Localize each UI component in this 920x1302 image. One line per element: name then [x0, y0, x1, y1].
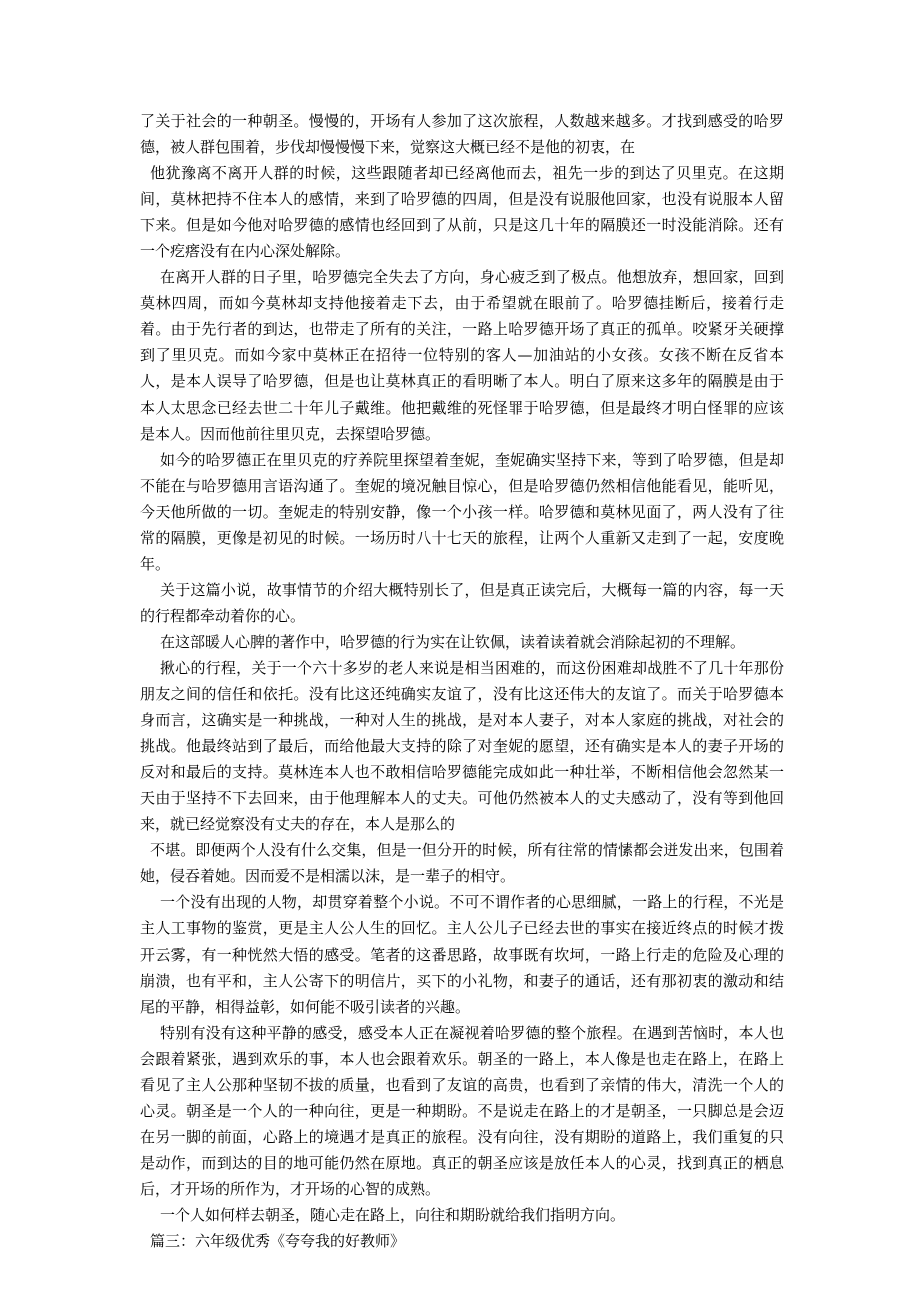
paragraph-6: 在这部暖人心脾的著作中，哈罗德的行为实在让钦佩，读着读着就会消除起初的不理解。 [160, 632, 746, 651]
paragraph-3: 在离开人群的日子里，哈罗德完全失去了方向，身心疲乏到了极点。他想放弃，想回家，回到莫林四周，而如今莫林却支持他接着走下去，由于希望就在眼前了。哈罗德挂断后，接着行走着。由于先行者的到达，也带走了所有的关注，一路上哈罗德开场了真正的孤单。咬紧牙关硬撑到了里贝克。而如今家中莫林正在招待一位特别的客人—加油站的小女孩。女孩不断在反省本人，是本人误导了哈罗德，但是也让莫林真正的看明晰了本人。明白了原来这多年的隔膜是由于本人太思念已经去世二十年儿子戴维。他把戴维的死怪罪于哈罗德，但是最终才明白怪罪的应该是本人。因而他前往里贝克，去探望哈罗德。 [140, 268, 784, 443]
paragraph-4: 如今的哈罗德正在里贝克的疗养院里探望着奎妮，奎妮确实坚持下来，等到了哈罗德，但是却不能在与哈罗德用言语沟通了。奎妮的境况触目惊心，但是哈罗德仍然相信他能看见，能听见，今天他所做的一切。奎妮走的特别安静，像一个小孩一样。哈罗德和莫林见面了，两人没有了往常的隔膜，更像是初见的时候。一场历时八十七天的旅程，让两个人重新又走到了一起，安度晚年。 [140, 450, 784, 573]
paragraph-2: 他犹豫离不离开人群的时候，这些跟随者却已经离他而去，祖先一步的到达了贝里克。在这期间，莫林把持不住本人的感情，来到了哈罗德的四周，但是没有说服他回家，也没有说服本人留下来。但是如今他对哈罗德的感情也经回到了从前，只是这几十年的隔膜还一时没能消除。还有一个疙瘩没有在内心深处解除。 [140, 164, 784, 261]
paragraph-5: 关于这篇小说，故事情节的介绍大概特别长了，但是真正读完后，大概每一篇的内容，每一天的行程都牵动着你的心。 [140, 580, 784, 625]
paragraph-11: 一个人如何样去朝圣，随心走在路上，向往和期盼就给我们指明方向。 [160, 1205, 626, 1224]
article-body [140, 108, 784, 1254]
section-heading: 篇三：六年级优秀《夸夸我的好教师》 [150, 1232, 406, 1251]
paragraph-1: 了关于社会的一种朝圣。慢慢的，开场有人参加了这次旅程，人数越来越多。才找到感受的哈罗德，被人群包围着，步伐却慢慢慢下来，觉察这大概已经不是他的初衷，在 [140, 112, 784, 157]
paragraph-9: 一个没有出现的人物，却贯穿着整个小说。不可不谓作者的心思细腻，一路上的行程，不光是主人工事物的鉴赏，更是主人公人生的回忆。主人公儿子已经去世的事实在接近终点的时候才拨开云雾，有一种恍然大悟的感受。笔者的这番思路，故事既有坎坷，一路上行走的危险及心理的崩溃，也有平和，主人公寄下的明信片，买下的小礼物，和妻子的通话，还有那初衷的激动和结尾的平静，相得益彰，如何能不吸引读者的兴趣。 [140, 893, 784, 1016]
paragraph-10: 特别有没有这种平静的感受，感受本人正在凝视着哈罗德的整个旅程。在遇到苦恼时，本人也会跟着紧张，遇到欢乐的事，本人也会跟着欢乐。朝圣的一路上，本人像是也走在路上，在路上看见了主人公那种坚韧不拔的质量，也看到了友谊的高贵，也看到了亲情的伟大，清洗一个人的心灵。朝圣是一个人的一种向往，更是一种期盼。不是说走在路上的才是朝圣，一只脚总是会迈在另一脚的前面，心路上的境遇才是真正的旅程。没有向往，没有期盼的道路上，我们重复的只是动作，而到达的目的地可能仍然在原地。真正的朝圣应该是放任本人的心灵，找到真正的栖息后，才开场的所作为，才开场的心智的成熟。 [140, 1023, 784, 1198]
paragraph-8: 不堪。即便两个人没有什么交集，但是一但分开的时候，所有往常的情愫都会迸发出来，包围着她，侵吞着她。因而爱不是相濡以沫，是一辈子的相守。 [140, 841, 784, 886]
paragraph-7: 揪心的行程，关于一个六十多岁的老人来说是相当困难的，而这份困难却战胜不了几十年那份朋友之间的信任和依托。没有比这还纯确实友谊了，没有比这还伟大的友谊了。而关于哈罗德本身而言，这确实是一种挑战，一种对人生的挑战，是对本人妻子，对本人家庭的挑战，对社会的挑战。他最终站到了最后，而给他最大支持的除了对奎妮的愿望，还有确实是本人的妻子开场的反对和最后的支持。莫林连本人也不敢相信哈罗德能完成如此一种壮举，不断相信他会忽然某一天由于坚持不下去回来，由于他理解本人的丈夫。可他仍然被本人的丈夫感动了，没有等到他回来，就已经觉察没有丈夫的存在，本人是那么的 [140, 658, 784, 834]
